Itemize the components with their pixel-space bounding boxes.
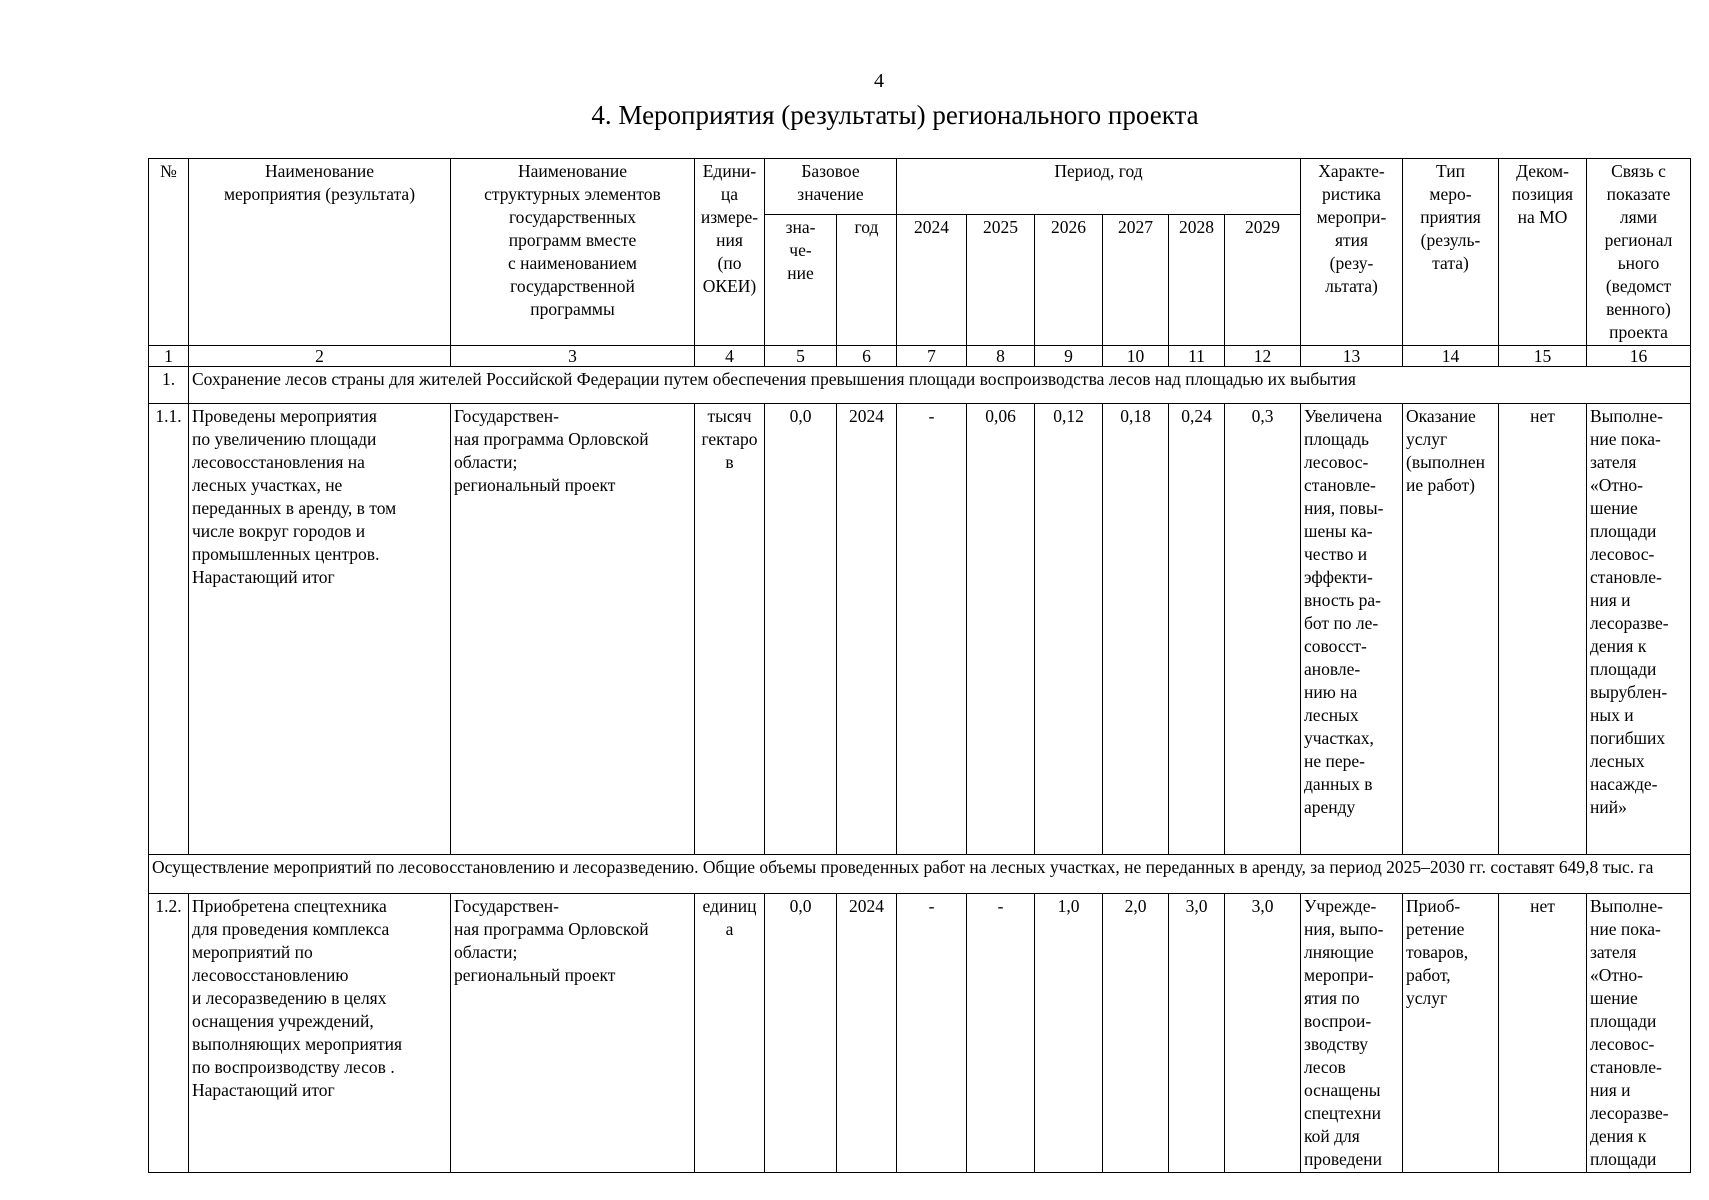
header-year: 2025 bbox=[967, 214, 1035, 345]
column-number: 13 bbox=[1301, 346, 1403, 367]
page-title: 4. Мероприятия (результаты) регионального проекта bbox=[591, 100, 1199, 130]
row-value-2028: 0,24 bbox=[1169, 404, 1225, 855]
header-year: 2026 bbox=[1035, 214, 1103, 345]
column-number: 6 bbox=[837, 346, 897, 367]
row-num: 1.1. bbox=[149, 404, 189, 855]
row-value-2028: 3,0 bbox=[1169, 894, 1225, 1173]
row-link: Выполне- ние пока- зателя «Отно- шение площади лесовос- становле- ния и лесоразве- дения к площади вырублен- ных и погибших лесных насажде- ний» bbox=[1587, 404, 1691, 855]
column-number: 5 bbox=[765, 346, 837, 367]
row-decomposition: нет bbox=[1499, 894, 1587, 1173]
row-link: Выполне- ние пока- зателя «Отно- шение площади лесовос- становле- ния и лесоразве- дения к площади bbox=[1587, 894, 1691, 1173]
header-unit: Едини- ца измере- ния (по ОКЕИ) bbox=[695, 159, 765, 346]
row-type: Оказание услуг (выполнен ие работ) bbox=[1403, 404, 1499, 855]
row-base-year: 2024 bbox=[837, 894, 897, 1173]
row-value-2029: 3,0 bbox=[1225, 894, 1301, 1173]
header-year: 2028 bbox=[1169, 214, 1225, 345]
table-row bbox=[149, 404, 1691, 855]
measures-table bbox=[148, 158, 1691, 1173]
table-row bbox=[149, 894, 1691, 1173]
header-name: Наименование мероприятия (результата) bbox=[189, 159, 451, 346]
header-year: 2029 bbox=[1225, 214, 1301, 345]
header-characteristic: Характе- ристика меропри- ятия (резу- льтата) bbox=[1301, 159, 1403, 346]
row-characteristic: Увеличена площадь лесовос- становле- ния, повы- шены ка- чество и эффекти- вность ра- бот по ле- совосст- ановле- нию на лесных участках, не пере- данных в аренду bbox=[1301, 404, 1403, 855]
row-value-2026: 0,12 bbox=[1035, 404, 1103, 855]
header-period: Период, год bbox=[897, 159, 1301, 215]
header-programs: Наименование структурных элементов государственных программ вместе с наименованием государственной программы bbox=[451, 159, 695, 346]
column-number: 14 bbox=[1403, 346, 1499, 367]
header-base: Базовое значение bbox=[765, 159, 897, 215]
header-year: 2024 bbox=[897, 214, 967, 345]
row-num: 1.2. bbox=[149, 894, 189, 1173]
column-number: 11 bbox=[1169, 346, 1225, 367]
column-number: 16 bbox=[1587, 346, 1691, 367]
row-name: Проведены мероприятия по увеличению площади лесовосстановления на лесных участках, не переданных в аренду, в том числе вокруг городов и промышленных центров. Нарастающий итог bbox=[189, 404, 451, 855]
column-number: 9 bbox=[1035, 346, 1103, 367]
section-row bbox=[149, 367, 1691, 404]
row-base-value: 0,0 bbox=[765, 404, 837, 855]
note-row bbox=[149, 855, 1691, 894]
section-title: Сохранение лесов страны для жителей Российской Федерации путем обеспечения превышения площади воспроизводства лесов над площадью их выбытия bbox=[189, 367, 1691, 404]
header-base-value: зна- че- ние bbox=[765, 214, 837, 345]
row-value-2025: 0,06 bbox=[967, 404, 1035, 855]
note-text: Осуществление мероприятий по лесовосстановлению и лесоразведению. Общие объемы проведенных работ на лесных участках, не переданных в аренду, за период 2025–2030 гг. составят 649,8 тыс. га bbox=[149, 855, 1691, 894]
row-value-2025: - bbox=[967, 894, 1035, 1173]
row-value-2024: - bbox=[897, 404, 967, 855]
column-number: 15 bbox=[1499, 346, 1587, 367]
header-row-top bbox=[149, 159, 1691, 215]
row-unit: тысяч гектаро в bbox=[695, 404, 765, 855]
row-base-value: 0,0 bbox=[765, 894, 837, 1173]
row-value-2029: 0,3 bbox=[1225, 404, 1301, 855]
row-unit: единиц а bbox=[695, 894, 765, 1173]
header-link: Связь с показате лями регионал ьного (ведомст венного) проекта bbox=[1587, 159, 1691, 346]
header-year: 2027 bbox=[1103, 214, 1169, 345]
page-number: 4 bbox=[874, 70, 884, 92]
column-number: 2 bbox=[189, 346, 451, 367]
header-type: Тип меро- приятия (резуль- тата) bbox=[1403, 159, 1499, 346]
row-name: Приобретена спецтехника для проведения комплекса мероприятий по лесовосстановлению и лесоразведению в целях оснащения учреждений, выполняющих мероприятия по воспроизводству лесов . Нарастающий итог bbox=[189, 894, 451, 1173]
header-decomposition: Деком- позиция на МО bbox=[1499, 159, 1587, 346]
column-number: 1 bbox=[149, 346, 189, 367]
column-number: 8 bbox=[967, 346, 1035, 367]
section-num: 1. bbox=[149, 367, 189, 404]
row-decomposition: нет bbox=[1499, 404, 1587, 855]
column-number: 7 bbox=[897, 346, 967, 367]
row-programs: Государствен- ная программа Орловской области; региональный проект bbox=[451, 894, 695, 1173]
row-characteristic: Учрежде- ния, выпо- лняющие меропри- ятия по воспрои- зводству лесов оснащены спецтехни кой для проведени bbox=[1301, 894, 1403, 1173]
column-number: 4 bbox=[695, 346, 765, 367]
column-numbers-row bbox=[149, 346, 1691, 367]
row-base-year: 2024 bbox=[837, 404, 897, 855]
row-programs: Государствен- ная программа Орловской области; региональный проект bbox=[451, 404, 695, 855]
row-value-2027: 0,18 bbox=[1103, 404, 1169, 855]
header-num: № bbox=[149, 159, 189, 346]
row-value-2027: 2,0 bbox=[1103, 894, 1169, 1173]
row-type: Приоб- ретение товаров, работ, услуг bbox=[1403, 894, 1499, 1173]
header-base-year: год bbox=[837, 214, 897, 345]
row-value-2024: - bbox=[897, 894, 967, 1173]
column-number: 3 bbox=[451, 346, 695, 367]
column-number: 10 bbox=[1103, 346, 1169, 367]
column-number: 12 bbox=[1225, 346, 1301, 367]
row-value-2026: 1,0 bbox=[1035, 894, 1103, 1173]
